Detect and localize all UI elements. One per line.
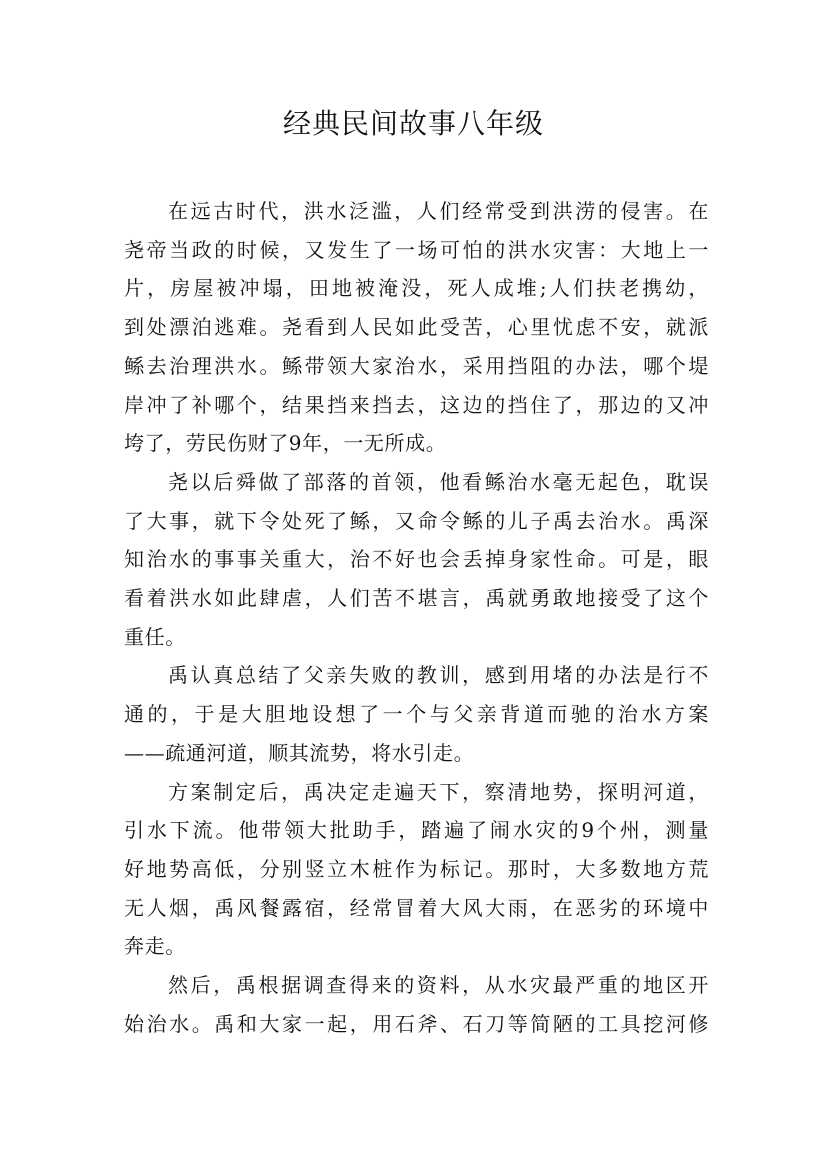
paragraph-line: 了大事，就下令处死了鲧，又命令鲧的儿子禹去治水。禹深 [124,508,709,533]
paragraph-line: 鲧去治理洪水。鲧带领大家治水，采用挡阻的办法，哪个堤 [124,353,709,378]
paragraph-line: 知治水的事事关重大，治不好也会丢掉身家性命。可是，眼 [124,547,709,572]
paragraph-line: 垮了，劳民伤财了9年，一无所成。 [124,431,447,456]
paragraph-line: 引水下流。他带领大批助手，踏遍了闹水灾的9个州，测量 [124,818,709,843]
paragraph-line: 尧帝当政的时候，又发生了一场可怕的洪水灾害：大地上一 [124,237,709,262]
paragraph-line: 通的，于是大胆地设想了一个与父亲背道而驰的治水方案 [124,702,709,727]
paragraph-line: 在远古时代，洪水泛滥，人们经常受到洪涝的侵害。在 [168,199,709,223]
paragraph-line: 看着洪水如此肆虐，人们苦不堪言，禹就勇敢地接受了这个 [124,586,709,611]
document-body [124,192,709,1043]
paragraph-line: 到处漂泊逃难。尧看到人民如此受苦，心里忧虑不安，就派 [124,315,709,340]
paragraph-line: 重任。 [124,624,186,649]
paragraph-line: 尧以后舜做了部落的首领，他看鲧治水毫无起色，耽误 [168,469,709,494]
paragraph-line: 禹认真总结了父亲失败的教训，感到用堵的办法是行不 [168,663,709,688]
paragraph-line: 片，房屋被冲塌，田地被淹没，死人成堆;人们扶老携幼， [124,276,709,301]
paragraph-line: ——疏通河道，顺其流势，将水引走。 [124,740,475,765]
paragraph-line: 始治水。禹和大家一起，用石斧、石刀等简陋的工具挖河修 [124,1011,709,1036]
paragraph-line: 无人烟，禹风餐露宿，经常冒着大风大雨，在恶劣的环境中 [124,895,709,920]
paragraph-line: 奔走。 [124,934,186,959]
paragraph-line: 方案制定后，禹决定走遍天下，察清地势，探明河道， [168,779,709,804]
paragraph-line: 岸冲了补哪个，结果挡来挡去，这边的挡住了，那边的又冲 [124,392,709,417]
document-title: 经典民间故事八年级 [282,107,544,140]
paragraph-line: 好地势高低，分别竖立木桩作为标记。那时，大多数地方荒 [124,856,709,881]
paragraph-line: 然后，禹根据调查得来的资料，从水灾最严重的地区开 [168,973,709,998]
